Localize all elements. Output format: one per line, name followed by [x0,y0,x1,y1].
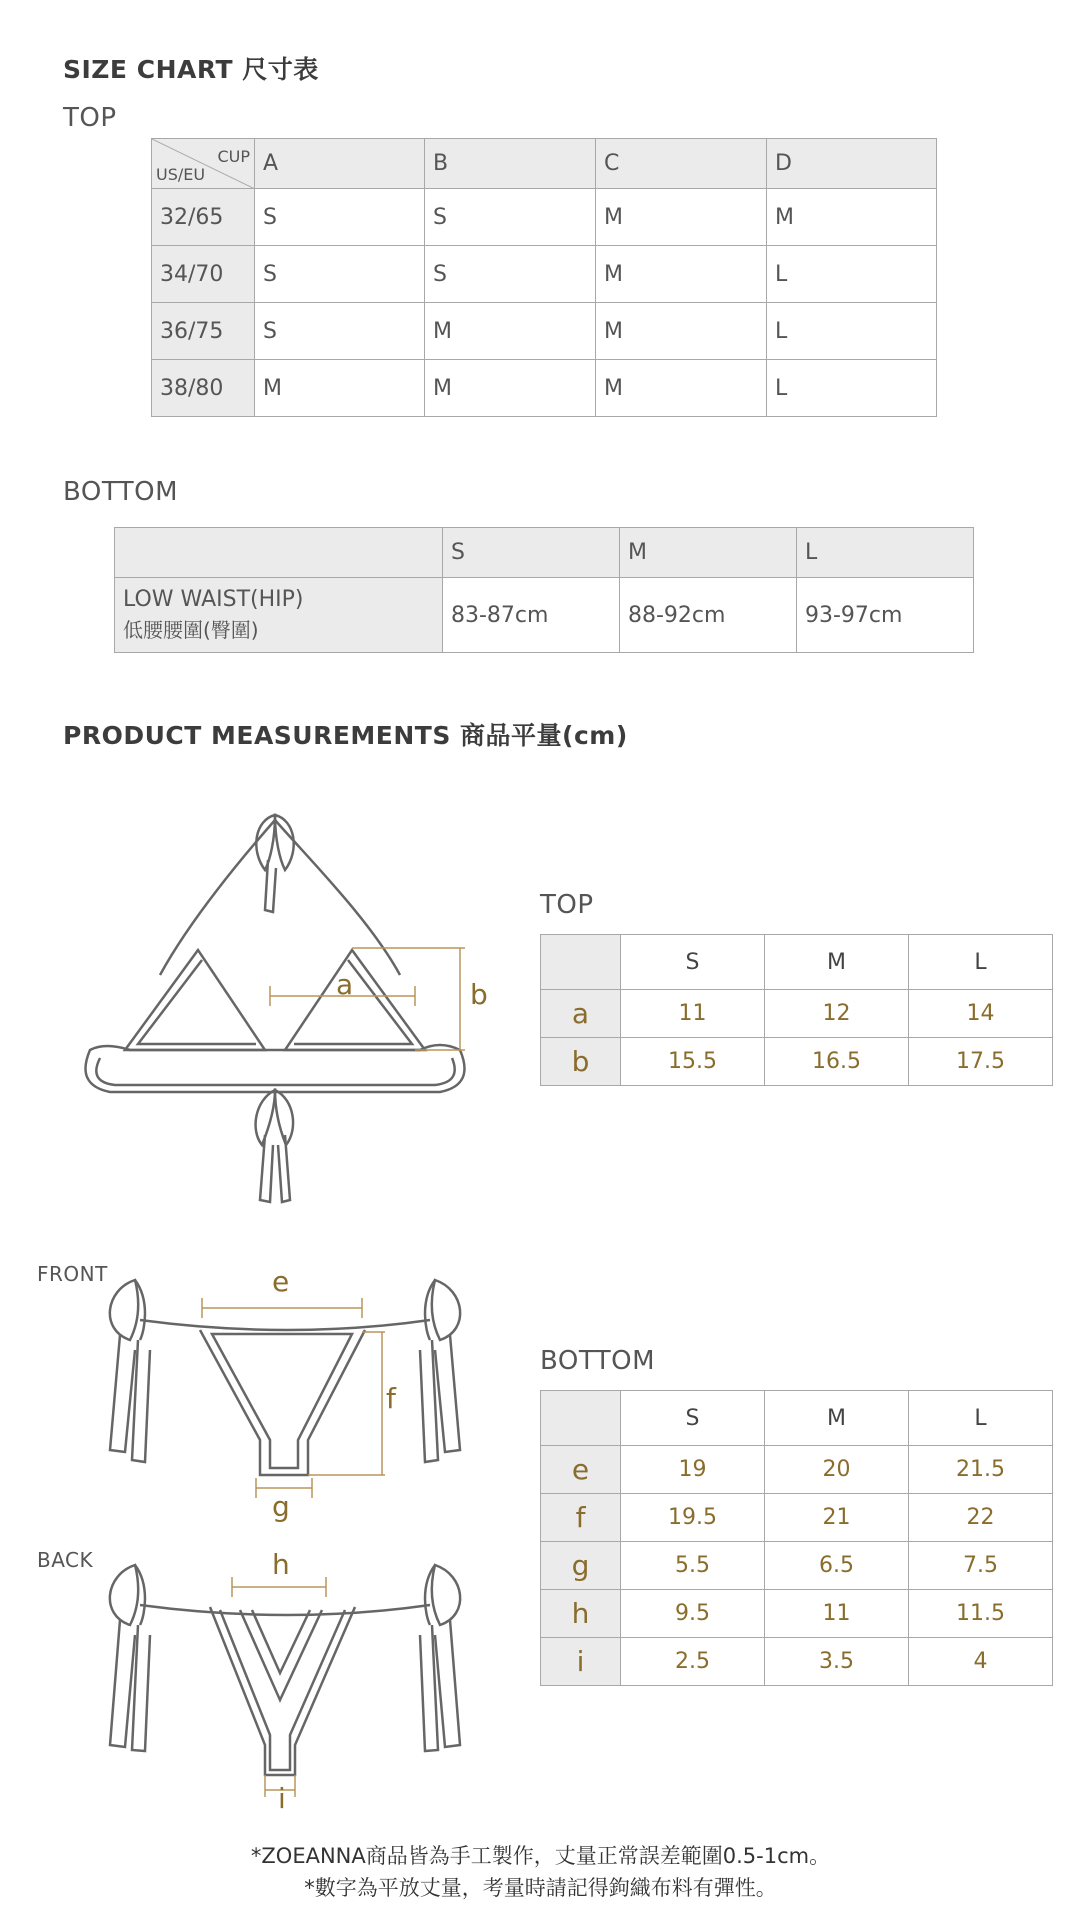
table-row [152,246,937,303]
measurements-top-heading: TOP [540,890,594,920]
empty-header-cell [541,1391,621,1446]
row-label: g [541,1542,621,1590]
us-eu-label: US/EU [156,165,206,184]
table-row [541,1590,1053,1638]
measure-value: 17.5 [909,1038,1053,1086]
back-label: BACK [37,1548,94,1572]
size-cell: M [425,360,596,417]
measure-value: 3.5 [765,1638,909,1686]
measure-value: 16.5 [765,1038,909,1086]
note-line-1: *ZOEANNA商品皆為手工製作，丈量正常誤差範圍0.5-1cm。 [250,1844,831,1868]
table-row [541,1494,1053,1542]
size-cell: S [425,246,596,303]
measure-label-i: i [278,1782,286,1815]
measure-label-b: b [470,978,488,1011]
band-size: 38/80 [152,360,255,417]
front-bottom-diagram [90,1270,490,1500]
measure-value: 11.5 [909,1590,1053,1638]
band-size: 34/70 [152,246,255,303]
measure-value: 15.5 [621,1038,765,1086]
size-cell: S [255,246,425,303]
measure-value: 22 [909,1494,1053,1542]
measure-value: 21 [765,1494,909,1542]
size-header: M [765,1391,909,1446]
size-cell: S [425,189,596,246]
empty-header-cell [115,528,443,578]
top-measurements-table [540,934,1053,1086]
size-header: S [443,528,620,578]
cup-header: B [425,139,596,189]
size-header: L [909,1391,1053,1446]
top-size-table [151,138,937,417]
size-cell: L [767,360,937,417]
table-row [541,1542,1053,1590]
size-chart-top-heading: TOP [63,103,117,133]
table-row [115,578,974,653]
hip-value: 83-87cm [443,578,620,653]
back-bottom-diagram [90,1555,490,1805]
size-chart-bottom-heading: BOTTOM [63,477,179,507]
size-cell: L [767,246,937,303]
measure-label-a: a [336,968,354,1001]
row-label: b [541,1038,621,1086]
measure-value: 12 [765,990,909,1038]
measure-value: 19 [621,1446,765,1494]
row-label: f [541,1494,621,1542]
measure-value: 7.5 [909,1542,1053,1590]
size-cell: S [255,189,425,246]
measure-value: 14 [909,990,1053,1038]
hip-value: 93-97cm [797,578,974,653]
measure-value: 5.5 [621,1542,765,1590]
table-row [152,360,937,417]
size-cell: M [596,246,767,303]
size-header: L [797,528,974,578]
measure-value: 11 [765,1590,909,1638]
measurements-title: PRODUCT MEASUREMENTS 商品平量(cm) [63,721,628,750]
band-size: 32/65 [152,189,255,246]
measure-value: 6.5 [765,1542,909,1590]
hip-value: 88-92cm [620,578,797,653]
low-waist-label [115,578,443,653]
size-chart-title: SIZE CHART 尺寸表 [63,55,319,84]
measurements-bottom-heading: BOTTOM [540,1346,656,1376]
measure-value: 9.5 [621,1590,765,1638]
table-row [541,1038,1053,1086]
front-label: FRONT [37,1262,108,1286]
measure-label-f: f [386,1382,396,1415]
size-header: L [909,935,1053,990]
size-cell: M [255,360,425,417]
bottom-measurements-table [540,1390,1053,1686]
note-line-2: *數字為平放丈量，考量時請記得鉤織布料有彈性。 [304,1876,777,1900]
row-label: h [541,1590,621,1638]
cup-label: CUP [217,147,250,166]
table-row [541,1638,1053,1686]
measure-value: 4 [909,1638,1053,1686]
cup-header: D [767,139,937,189]
size-cell: L [767,303,937,360]
corner-cell [152,139,255,189]
row-label: e [541,1446,621,1494]
row-label: i [541,1638,621,1686]
measure-label-e: e [272,1265,290,1298]
bottom-size-table [114,527,974,653]
cup-header: C [596,139,767,189]
bottom-size-header-row [115,528,974,578]
size-header: S [621,935,765,990]
band-size: 36/75 [152,303,255,360]
size-cell: M [596,189,767,246]
measure-label-h: h [272,1548,290,1581]
size-cell: S [255,303,425,360]
top-garment-diagram [70,800,480,1220]
cup-header: A [255,139,425,189]
table-row [541,1446,1053,1494]
size-header: M [765,935,909,990]
top-meas-header-row [541,935,1053,990]
measure-value: 19.5 [621,1494,765,1542]
measure-value: 11 [621,990,765,1038]
table-row [152,189,937,246]
top-size-header-row [152,139,937,189]
size-cell: M [767,189,937,246]
low-waist-label-en: LOW WAIST(HIP) [123,587,304,612]
size-cell: M [425,303,596,360]
low-waist-label-zh: 低腰腰圍(臀圍) [123,618,259,642]
row-label: a [541,990,621,1038]
size-header: S [621,1391,765,1446]
measure-value: 21.5 [909,1446,1053,1494]
measure-value: 2.5 [621,1638,765,1686]
table-row [541,990,1053,1038]
table-row [152,303,937,360]
bottom-meas-header-row [541,1391,1053,1446]
measure-label-g: g [272,1490,290,1523]
size-header: M [620,528,797,578]
size-cell: M [596,360,767,417]
size-cell: M [596,303,767,360]
measure-value: 20 [765,1446,909,1494]
empty-header-cell [541,935,621,990]
